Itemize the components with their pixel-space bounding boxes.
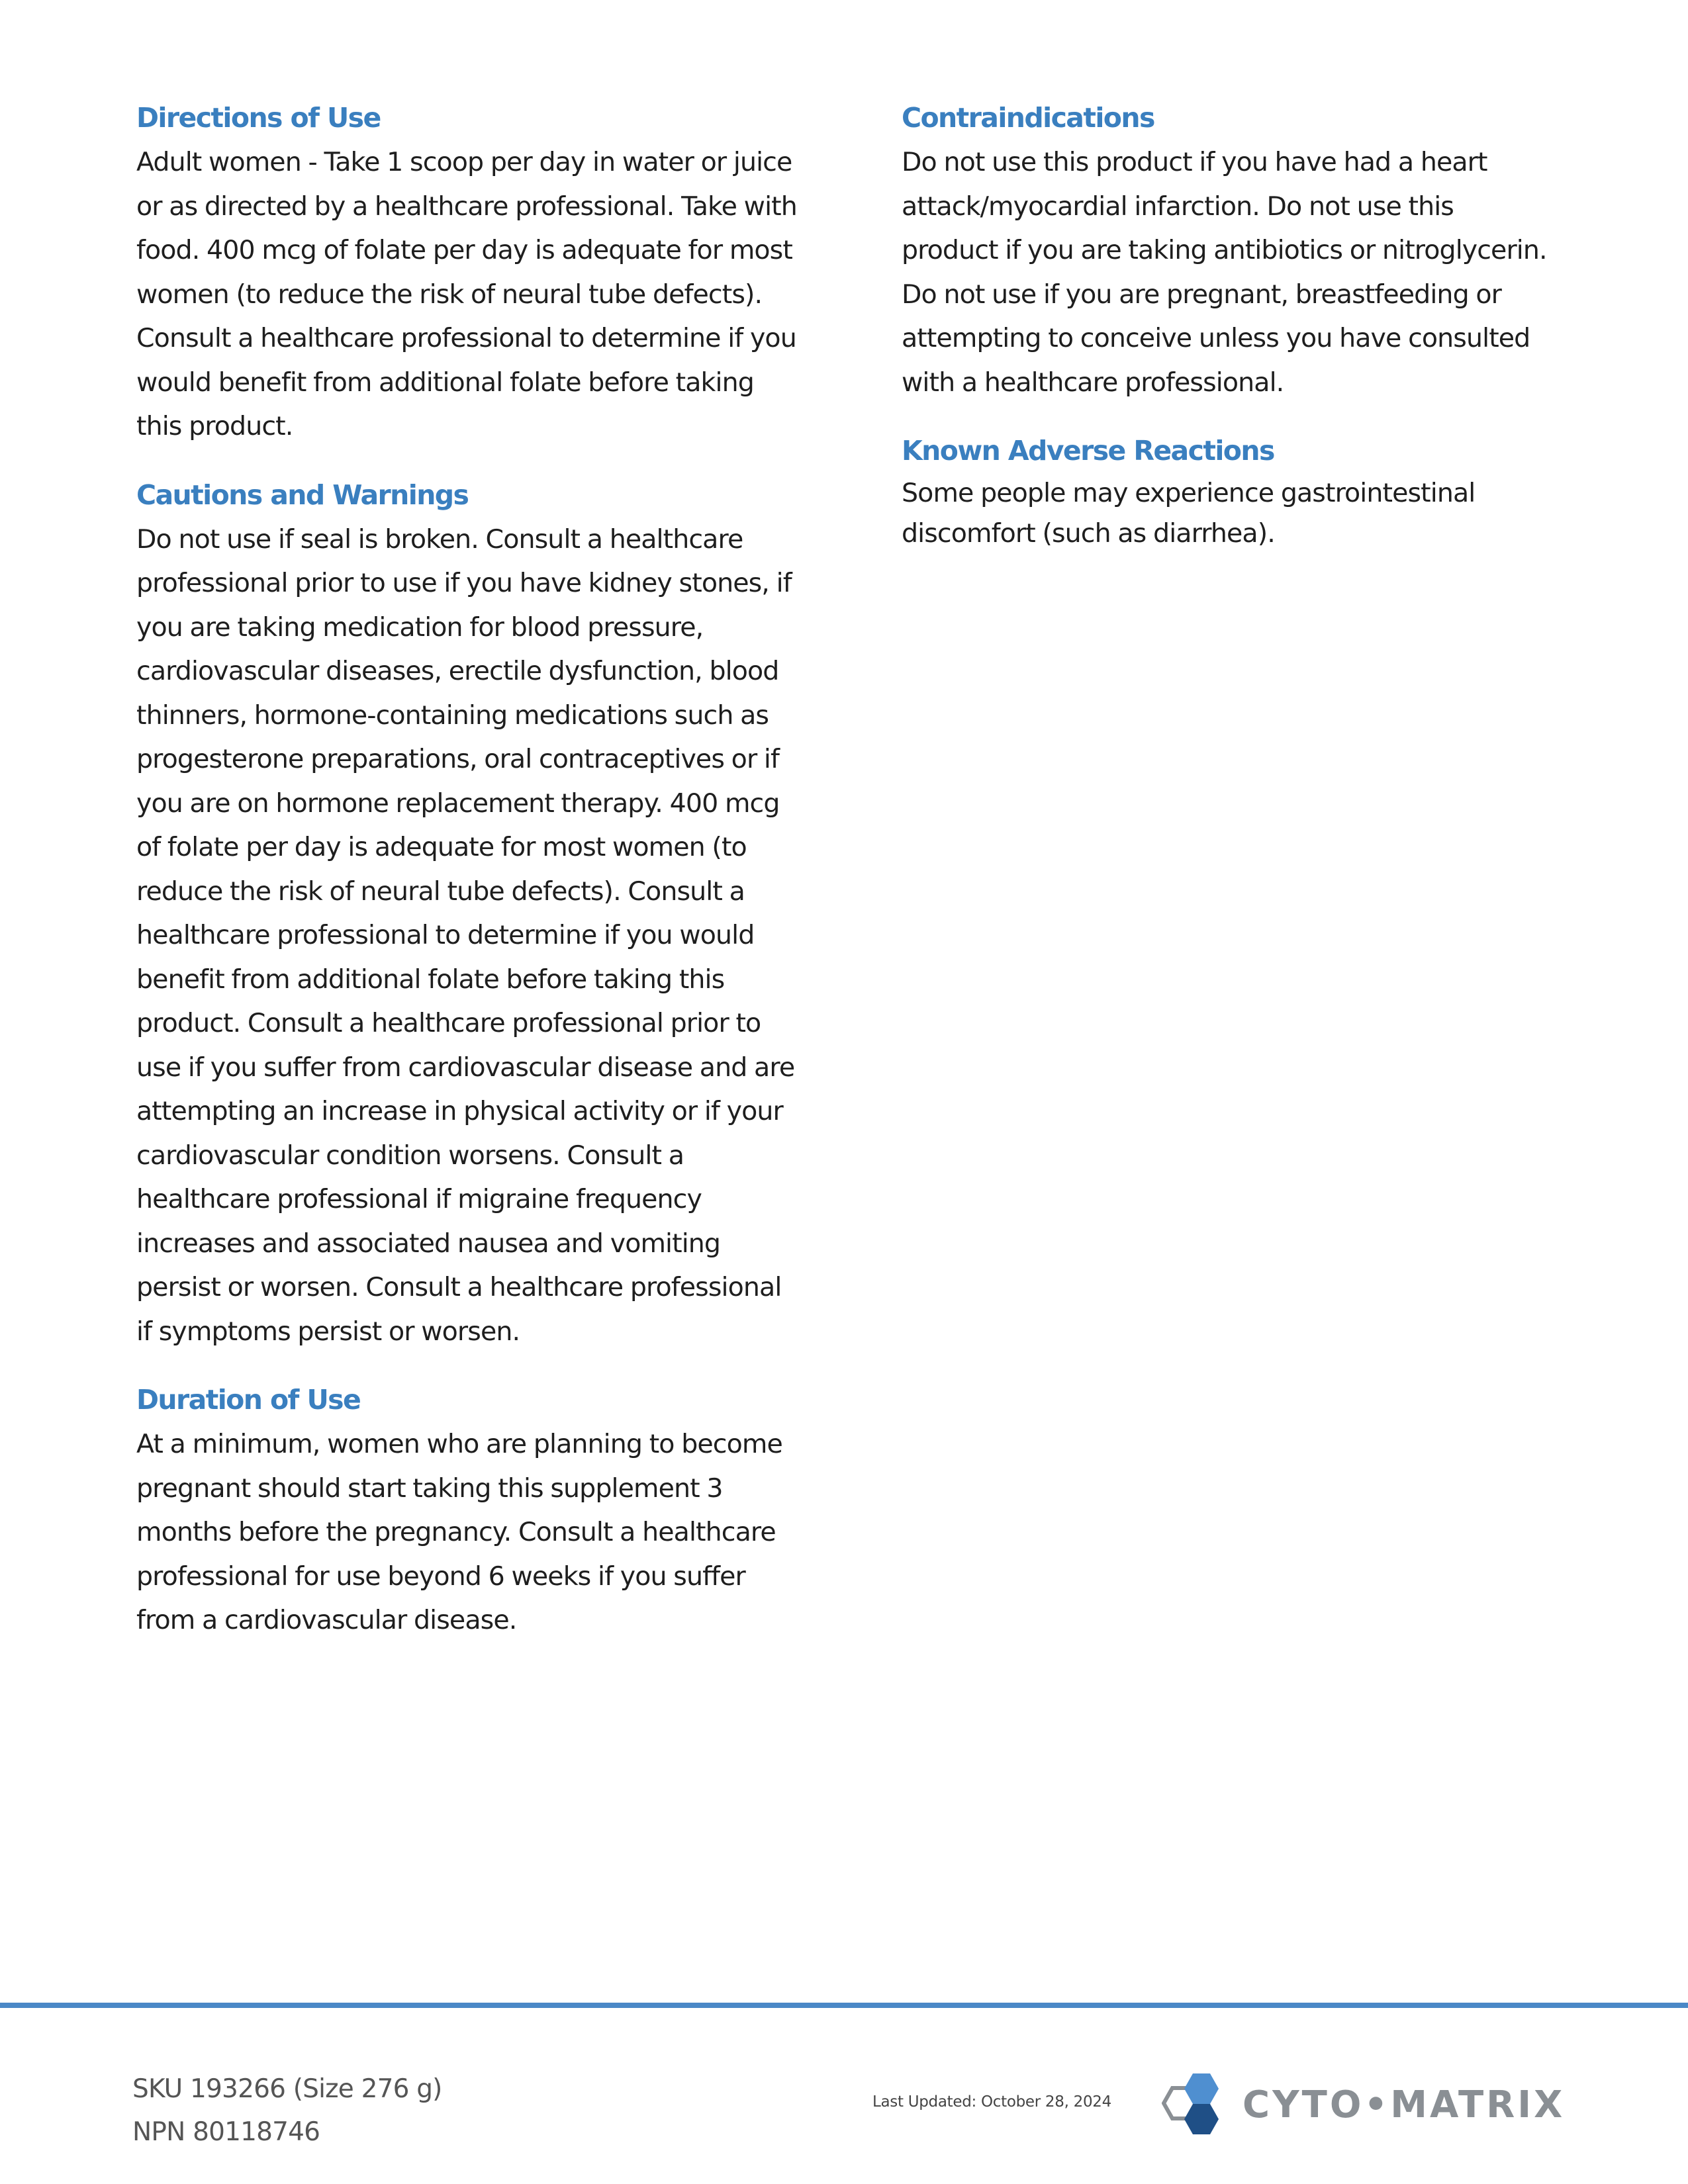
adverse-reactions-section: [902, 432, 1550, 554]
logo-wordmark: CYTO•MATRIX: [1243, 2083, 1566, 2126]
last-updated-text: Last Updated: October 28, 2024: [872, 2093, 1111, 2111]
cautions-heading: Cautions and Warnings: [136, 478, 469, 511]
hexagon-logo-icon: [1162, 2069, 1236, 2140]
sku-text: SKU 193266 (Size 276 g): [132, 2074, 442, 2104]
directions-heading: Directions of Use: [136, 102, 381, 134]
footer-divider: [0, 2003, 1688, 2008]
adverse-reactions-heading: Known Adverse Reactions: [902, 435, 1274, 467]
cytomatrix-logo: [1162, 2068, 1566, 2141]
contraindications-text: Do not use this product if you have had a heart attack/myocardial infarction. Do not use this product if you are taking antibiotics or nitroglycerin. Do not use if you are pregnant, breastfeeding or attempting to conceive unless you have consulted with a healthcare professional.: [902, 147, 1547, 398]
product-identifiers: [132, 2068, 442, 2154]
duration-section: [136, 1381, 798, 1643]
left-column: [136, 99, 798, 1670]
contraindications-section: [902, 99, 1550, 404]
duration-heading: Duration of Use: [136, 1384, 361, 1416]
directions-section: [136, 99, 798, 449]
cautions-section: [136, 477, 798, 1354]
directions-text: Adult women - Take 1 scoop per day in water or juice or as directed by a healthcare professional. Take with food. 400 mcg of folate per day is adequate for most women (to reduce the risk of neural tube defects). Consult a healthcare professional to determine if you would benefit from additional folate before taking this product.: [136, 147, 797, 441]
right-column: [902, 99, 1550, 582]
duration-text: At a minimum, women who are planning to become pregnant should start taking this supplement 3 months before the pregnancy. Consult a healthcare professional for use beyond 6 weeks if you suffer from a cardiovascular disease.: [136, 1429, 782, 1635]
contraindications-heading: Contraindications: [902, 102, 1154, 134]
adverse-reactions-text: Some people may experience gastrointestinal discomfort (such as diarrhea).: [902, 478, 1476, 549]
npn-text: NPN 80118746: [132, 2117, 320, 2147]
cautions-text: Do not use if seal is broken. Consult a healthcare professional prior to use if you have kidney stones, if you are taking medication for blood pressure, cardiovascular diseases, erectile dysfunction, blood thinners, hormone-containing medications such as progesterone preparations, oral contraceptives or if you are on hormone replacement therapy. 400 mcg of folate per day is adequate for most women (to reduce the risk of neural tube defects). Consult a healthcare professional to determine if you would benefit from additional folate before taking this product. Consult a healthcare professional prior to use if you suffer from cardiovascular disease and are attempting an increase in physical activity or if your cardiovascular condition worsens. Consult a healthcare professional if migraine frequency increases and associated nausea and vomiting persist or worsen. Consult a healthcare professional if symptoms persist or worsen.: [136, 523, 795, 1347]
